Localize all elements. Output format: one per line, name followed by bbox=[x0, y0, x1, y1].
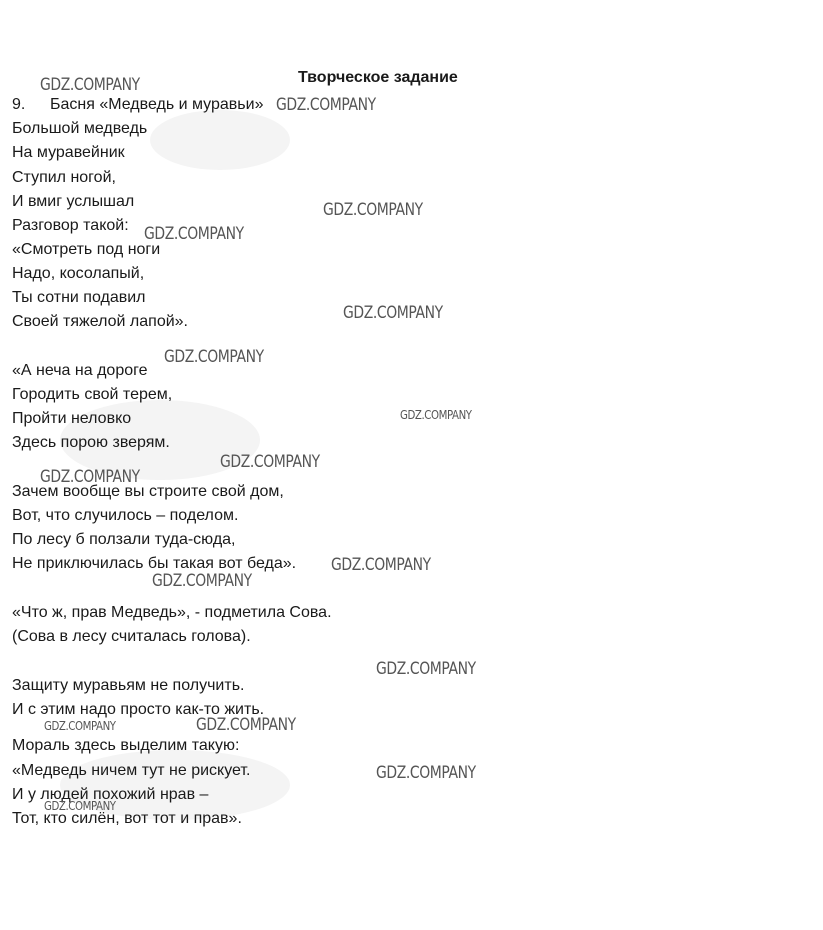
watermark: GDZ.COMPANY bbox=[323, 200, 423, 220]
poem-line: И с этим надо просто как-то жить. bbox=[12, 701, 265, 718]
watermark: GDZ.COMPANY bbox=[44, 719, 116, 733]
watermark: GDZ.COMPANY bbox=[40, 75, 140, 95]
watermark: GDZ.COMPANY bbox=[376, 763, 476, 783]
watermark: GDZ.COMPANY bbox=[400, 408, 472, 422]
poem-line: «Медведь ничем тут не рискует. bbox=[12, 762, 251, 779]
poem-line: Не приключилась бы такая вот беда». bbox=[12, 555, 297, 572]
poem-line: Большой медведь bbox=[12, 120, 148, 137]
poem-line: На муравейник bbox=[12, 144, 125, 161]
poem-line: «Что ж, прав Медведь», - подметила Сова. bbox=[12, 604, 332, 621]
poem-line: «Смотреть под ноги bbox=[12, 241, 161, 258]
poem-line: Пройти неловко bbox=[12, 410, 132, 427]
watermark: GDZ.COMPANY bbox=[152, 571, 252, 591]
watermark: GDZ.COMPANY bbox=[220, 452, 320, 472]
task-number: 9. bbox=[12, 96, 26, 113]
task-heading bbox=[12, 95, 263, 115]
watermark: GDZ.COMPANY bbox=[331, 555, 431, 575]
poem-line: Зачем вообще вы строите свой дом, bbox=[12, 483, 284, 500]
watermark: GDZ.COMPANY bbox=[376, 659, 476, 679]
poem-line: (Сова в лесу считалась голова). bbox=[12, 628, 251, 645]
scan-smudge bbox=[150, 110, 290, 170]
watermark: GDZ.COMPANY bbox=[40, 467, 140, 487]
poem-line: Ступил ногой, bbox=[12, 169, 116, 186]
poem-line: По лесу б ползали туда-сюда, bbox=[12, 531, 236, 548]
poem-line: Защиту муравьям не получить. bbox=[12, 677, 245, 694]
poem-line: Разговор такой: bbox=[12, 217, 129, 234]
poem-line: Надо, косолапый, bbox=[12, 265, 145, 282]
poem-line: Тот, кто силён, вот тот и прав». bbox=[12, 810, 242, 827]
poem-line: Здесь порою зверям. bbox=[12, 434, 170, 451]
poem-line: Вот, что случилось – поделом. bbox=[12, 507, 239, 524]
watermark: GDZ.COMPANY bbox=[343, 303, 443, 323]
poem-line: И у людей похожий нрав – bbox=[12, 786, 209, 803]
poem-line: Мораль здесь выделим такую: bbox=[12, 737, 240, 754]
fable-heading: Басня «Медведь и муравьи» bbox=[50, 96, 264, 113]
watermark: GDZ.COMPANY bbox=[144, 224, 244, 244]
page-title: Творческое задание bbox=[298, 69, 458, 86]
poem-line: Своей тяжелой лапой». bbox=[12, 313, 188, 330]
watermark: GDZ.COMPANY bbox=[44, 799, 116, 813]
poem-line: Ты сотни подавил bbox=[12, 289, 146, 306]
poem-line: Городить свой терем, bbox=[12, 386, 173, 403]
poem-line: «А неча на дороге bbox=[12, 362, 148, 379]
watermark: GDZ.COMPANY bbox=[276, 95, 376, 115]
poem-line: И вмиг услышал bbox=[12, 193, 135, 210]
watermark: GDZ.COMPANY bbox=[196, 715, 296, 735]
watermark: GDZ.COMPANY bbox=[164, 347, 264, 367]
